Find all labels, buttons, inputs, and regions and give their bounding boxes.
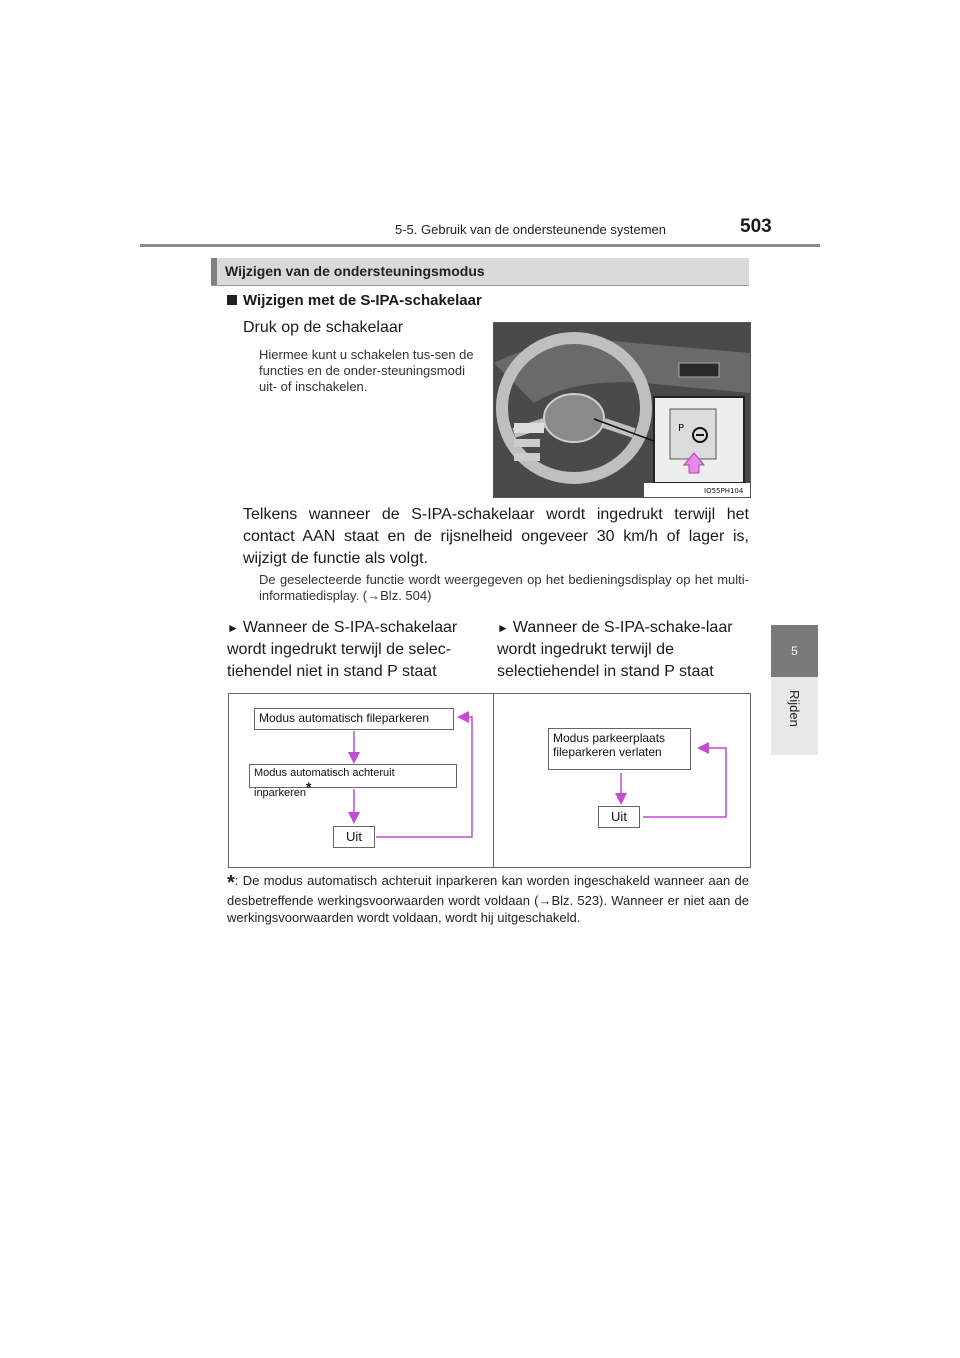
body-paragraph: Telkens wanneer de S-IPA-schakelaar wordt ingedrukt terwijl het contact AAN staat en de rijsnelheid ongeveer 30 km/h of lager is, wijzigt de functie als volgt. (243, 506, 749, 567)
image-caption: IO55PH104 (704, 487, 744, 495)
right-column-heading (497, 617, 749, 683)
footnote-mark: * (305, 779, 312, 795)
section-title: Wijzigen van de ondersteuningsmodus (225, 263, 485, 279)
square-bullet-icon (227, 295, 237, 305)
mode-box-achteruit-label: Modus automatisch achteruit inparkeren (254, 767, 395, 799)
left-column-heading (227, 617, 477, 683)
steering-wheel-illustration (494, 323, 750, 497)
right-heading-text: Wanneer de S-IPA-schake-laar wordt ingedrukt terwijl de selectiehendel in stand P staat (497, 619, 733, 680)
switch-illustration (493, 322, 751, 498)
triangle-right-icon: ► (497, 621, 509, 635)
flow-arrows (228, 693, 749, 866)
footnote-text: : De modus automatisch achteruit inparkeren kan worden ingeschakeld wanneer aan de desbetreffende werkingsvoorwaarden wordt voldaan (→Blz. 523). Wanneer er niet aan de werkingsvoorwaarden wordt voldaan, wordt hij uitgeschakeld. (227, 873, 749, 925)
running-header: 5-5. Gebruik van de ondersteunende systemen (395, 222, 667, 237)
subheading-text: Wijzigen met de S-IPA-schakelaar (243, 292, 482, 309)
arrow-loop-right (643, 748, 726, 817)
svg-text:P: P (678, 423, 685, 434)
note-paragraph: De geselecteerde functie wordt weergegeven op het bedieningsdisplay op het multi-informatiedisplay. (→Blz. 504) (259, 572, 749, 603)
header-rule (140, 244, 820, 247)
mode-box-uit-left: Uit (333, 826, 375, 848)
section-rule (211, 285, 749, 286)
section-title-bar (211, 258, 749, 285)
arrow-loop-left (376, 717, 472, 837)
triangle-right-icon: ► (227, 621, 239, 635)
footnote (227, 872, 749, 926)
mode-box-verlaten: Modus parkeerplaats fileparkeren verlaten (548, 728, 691, 770)
section-accent (211, 258, 217, 285)
instruction: Druk op de schakelaar (243, 319, 404, 336)
footnote-star: * (227, 872, 235, 894)
subheading (227, 292, 482, 309)
mode-box-fileparkeren: Modus automatisch fileparkeren (254, 708, 454, 730)
mode-box-uit-right: Uit (598, 806, 640, 828)
chapter-tab: 5 (771, 625, 818, 677)
left-heading-text: Wanneer de S-IPA-schakelaar wordt ingedrukt terwijl de selec-tiehendel niet in stand P staat (227, 619, 458, 680)
chapter-label: Rijden (787, 690, 802, 727)
page-number: 503 (740, 216, 772, 237)
instruction-note: Hiermee kunt u schakelen tus-sen de functies en de onder-steuningsmodi uit- of inschakelen. (259, 347, 474, 394)
